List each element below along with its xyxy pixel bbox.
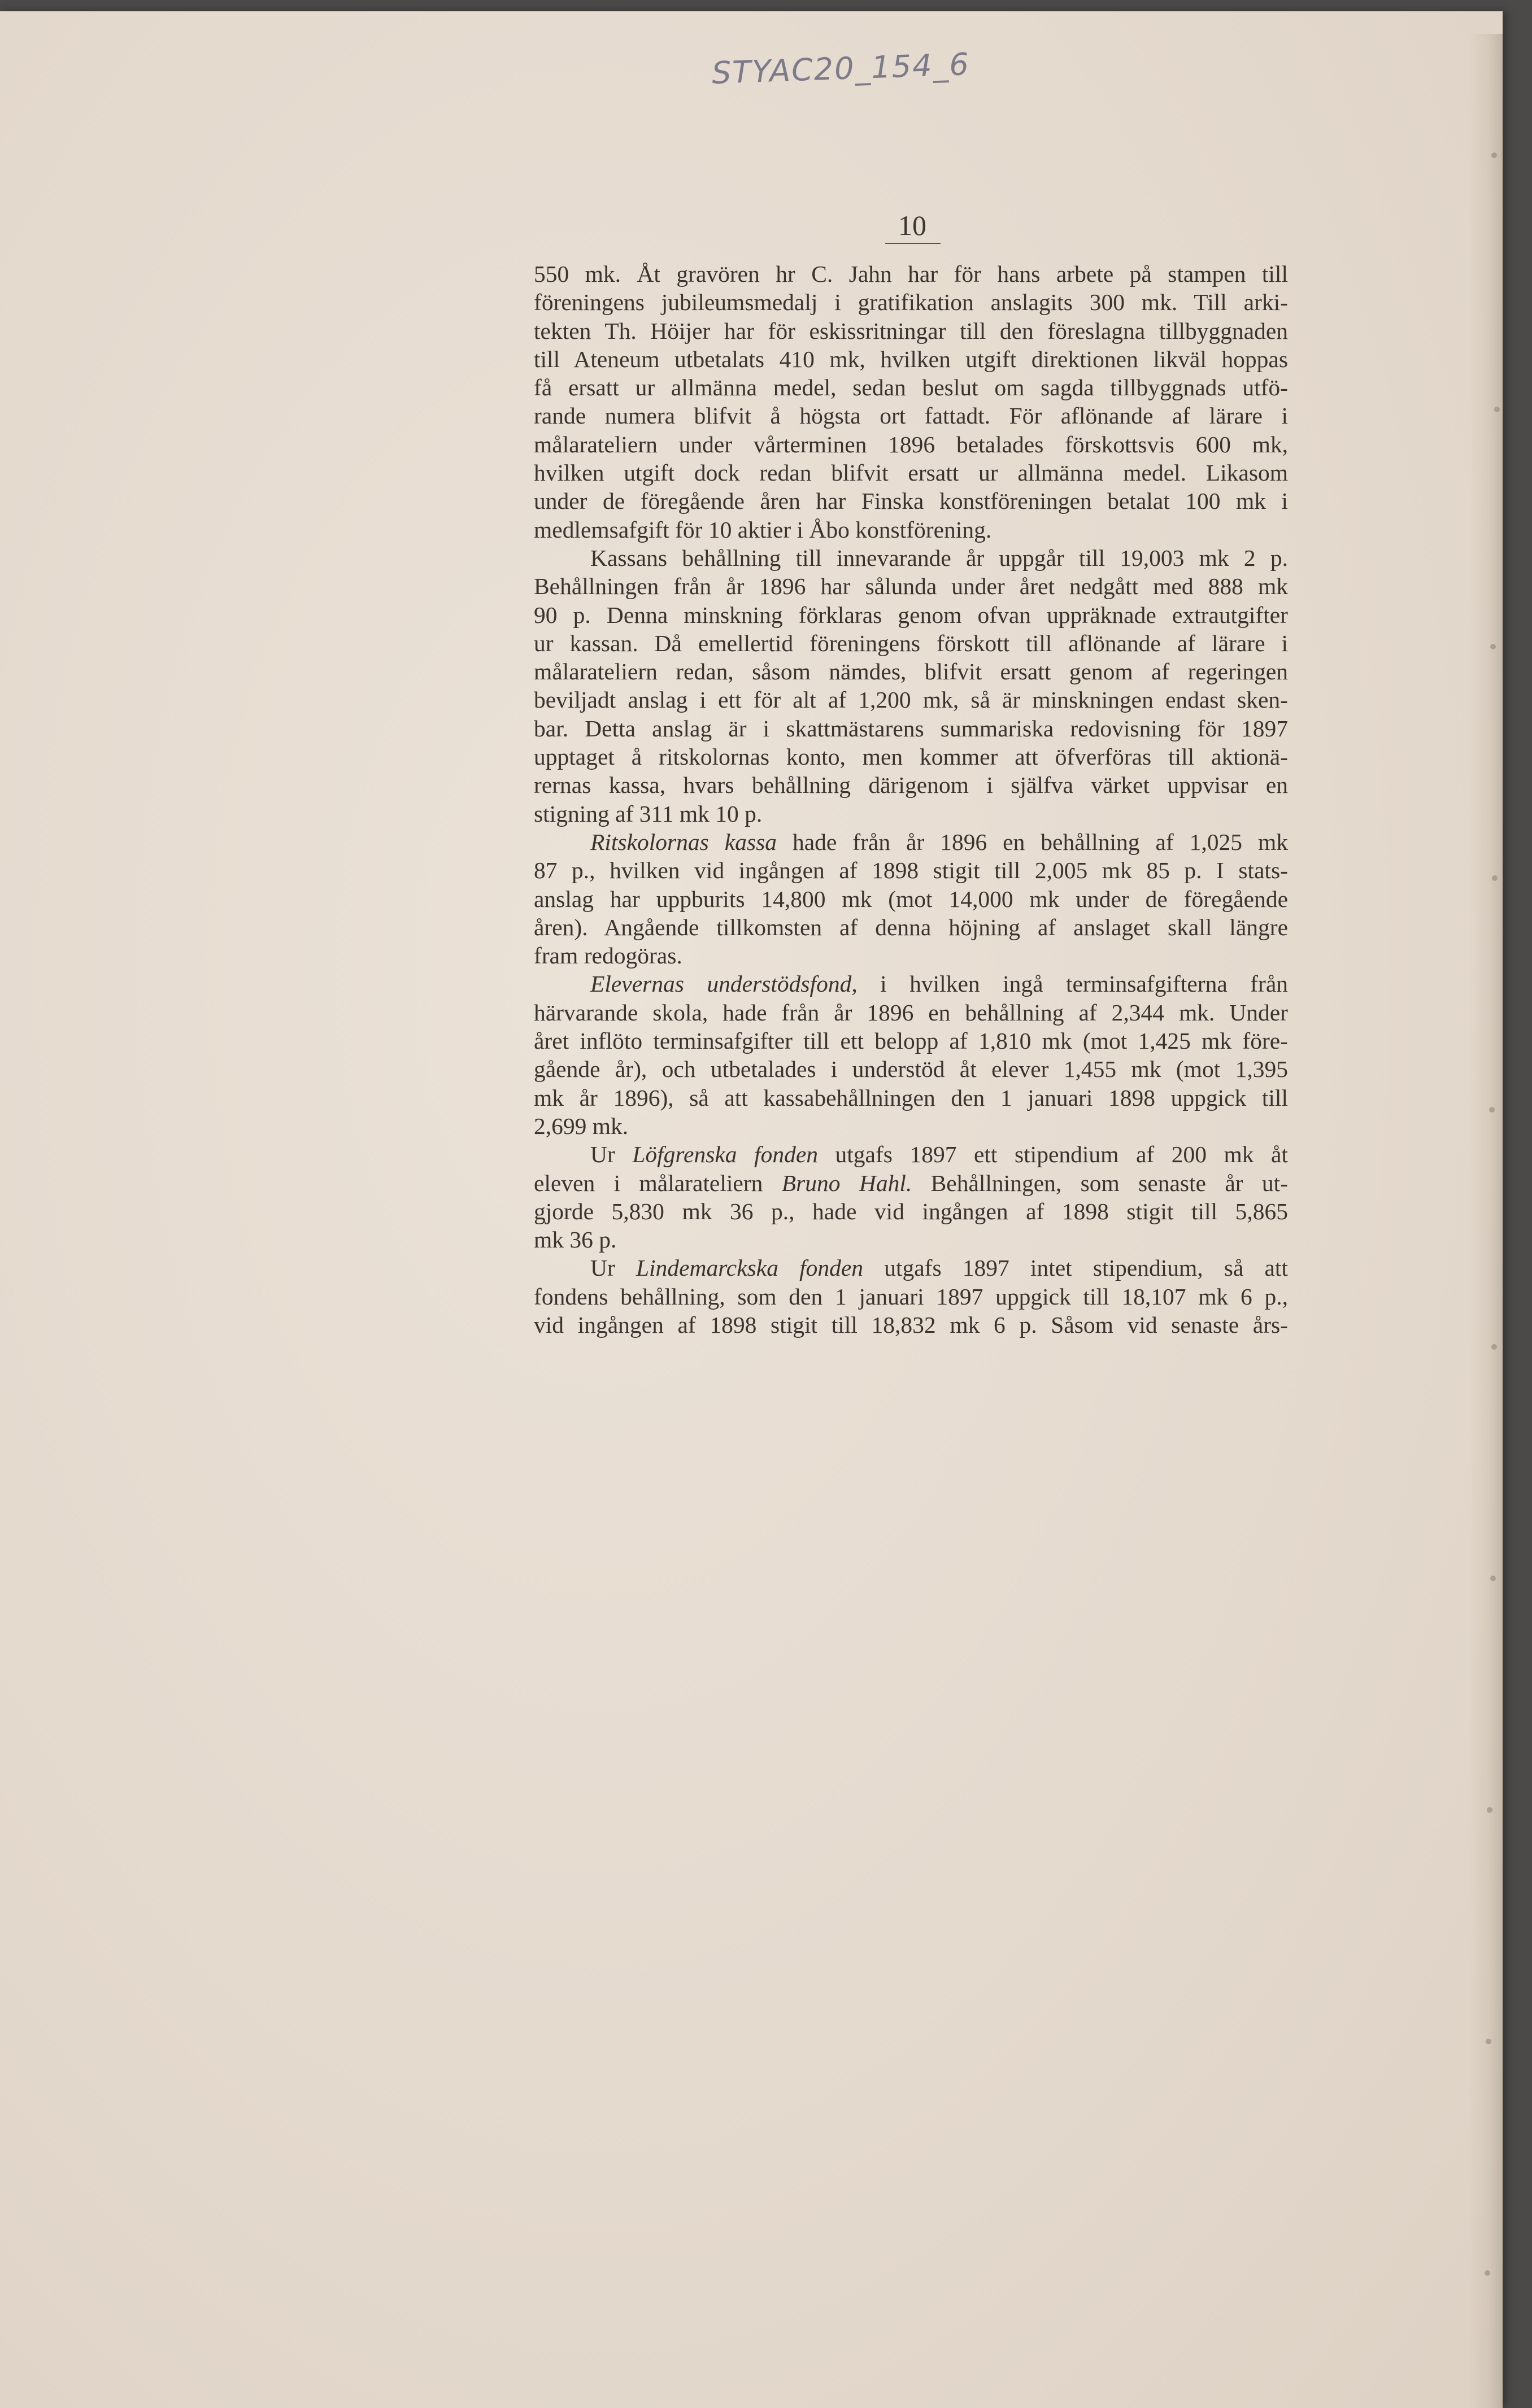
paper-speck xyxy=(1492,875,1498,881)
text-line: Kassans behållning till innevarande år uppgår till 19,003 mk 2 p. xyxy=(590,544,1288,571)
text-line: under de föregående åren har Finska konstföreningen betalat 100 mk i xyxy=(534,488,1288,514)
page-number-underline xyxy=(885,243,941,244)
paper-speck xyxy=(1494,407,1500,412)
text-line: 2,699 mk. xyxy=(534,1113,629,1139)
text-line: mk år 1896), så att kassabehållningen den 1 januari 1898 uppgick till xyxy=(534,1084,1288,1111)
text-line: få ersatt ur allmänna medel, sedan beslut om sagda tillbyggnads utfö- xyxy=(534,374,1288,401)
text-line: Elevernas understödsfond, i hvilken ingå terminsafgifterna från xyxy=(590,971,1288,997)
text-line: målarateliern under vårterminen 1896 betalades förskottsvis 600 mk, xyxy=(534,431,1288,457)
text-line: vid ingången af 1898 stigit till 18,832 mk 6 p. Såsom vid senaste års- xyxy=(534,1311,1288,1338)
paper-speck xyxy=(1489,1107,1495,1113)
paper-speck xyxy=(1490,644,1496,649)
text-line: härvarande skola, hade från år 1896 en behållning af 2,344 mk. Under xyxy=(534,999,1288,1026)
text-line: fondens behållning, som den 1 januari 1897 uppgick till 18,107 mk 6 p., xyxy=(534,1283,1288,1310)
text-line: föreningens jubileumsmedalj i gratifikation anslagits 300 mk. Till arki- xyxy=(534,289,1288,316)
paper-speck xyxy=(1490,1576,1496,1581)
page-edge-shadow xyxy=(1469,34,1503,2408)
text-line: upptaget å ritskolornas konto, men kommer att öfverföras till aktionä- xyxy=(534,744,1288,770)
person-name-bruno-hahl: Bruno Hahl. xyxy=(781,1170,912,1196)
text-line: beviljadt anslag i ett för alt af 1,200 mk, så är minskningen endast sken- xyxy=(534,687,1288,713)
text-line: medlemsafgift för 10 aktier i Åbo konstförening. xyxy=(534,516,992,543)
text-line: ur kassan. Då emellertid föreningens förskott till aflönande af lärare i xyxy=(534,630,1288,656)
text-line: Ur Löfgrenska fonden utgafs 1897 ett stipendium af 200 mk åt xyxy=(590,1141,1288,1168)
fund-name-ritskolornas-kassa: Ritskolornas kassa xyxy=(590,828,777,855)
paper-speck xyxy=(1491,1344,1497,1350)
paper-speck xyxy=(1485,2270,1490,2276)
text-line: gående år), och utbetalades i understöd åt elever 1,455 mk (mot 1,395 xyxy=(534,1056,1288,1083)
text-line: till Ateneum utbetalats 410 mk, hvilken utgift direktionen likväl hoppas xyxy=(534,346,1288,372)
text-line: Ritskolornas kassa hade från år 1896 en behållning af 1,025 mk xyxy=(590,828,1289,855)
paper-speck xyxy=(1491,152,1497,158)
paper-speck xyxy=(1487,1807,1492,1813)
text-line: stigning af 311 mk 10 p. xyxy=(534,800,763,827)
text-line: målarateliern redan, såsom nämdes, blifvit ersatt genom af regeringen xyxy=(534,658,1288,685)
text-line: fram redogöras. xyxy=(534,943,682,969)
text-line: bar. Detta anslag är i skattmästarens summariska redovisning för 1897 xyxy=(534,715,1288,741)
body-text xyxy=(534,260,1288,1339)
text-line: mk 36 p. xyxy=(534,1227,617,1253)
text-line: åren). Angående tillkomsten af denna höjning af anslaget skall längre xyxy=(534,914,1288,940)
text-line: 550 mk. Åt gravören hr C. Jahn har för hans arbete på stampen till xyxy=(534,261,1288,287)
paper-speck xyxy=(1486,2039,1491,2044)
document-page xyxy=(0,11,1503,2408)
fund-name-lindemarckska-fonden: Lindemarckska fonden xyxy=(636,1255,864,1281)
text-line: 87 p., hvilken vid ingången af 1898 stigit till 2,005 mk 85 p. I stats- xyxy=(534,857,1288,884)
fund-name-lofgrenska-fonden: Löfgrenska fonden xyxy=(632,1141,818,1168)
text-line: året inflöto terminsafgifter till ett belopp af 1,810 mk (mot 1,425 mk före- xyxy=(534,1028,1288,1054)
fund-name-elevernas-understodsfond: Elevernas understödsfond, xyxy=(590,971,858,997)
text-line: tekten Th. Höijer har för eskissritningar till den föreslagna tillbyggnaden xyxy=(534,317,1288,344)
archive-handwritten-mark: STYAC20_154_6 xyxy=(711,46,970,91)
text-line: Ur Lindemarckska fonden utgafs 1897 intet stipendium, så att xyxy=(590,1255,1288,1281)
text-line: gjorde 5,830 mk 36 p., hade vid ingången af 1898 stigit till 5,865 xyxy=(534,1198,1288,1224)
text-line: 90 p. Denna minskning förklaras genom ofvan uppräknade extrautgifter xyxy=(534,601,1288,628)
text-line: hvilken utgift dock redan blifvit ersatt ur allmänna medel. Likasom xyxy=(534,460,1288,486)
text-line: Behållningen från år 1896 har sålunda under året nedgått med 888 mk xyxy=(534,573,1288,600)
text-line: rande numera blifvit å högsta ort fattadt. För aflönande af lärare i xyxy=(534,403,1288,429)
text-line: rernas kassa, hvars behållning därigenom i själfva värket uppvisar en xyxy=(534,772,1288,799)
page-number: 10 xyxy=(898,210,926,241)
text-line: anslag har uppburits 14,800 mk (mot 14,000 mk under de föregående xyxy=(534,885,1288,912)
text-line: eleven i målarateliern Bruno Hahl. Behållningen, som senaste år ut- xyxy=(534,1170,1289,1196)
